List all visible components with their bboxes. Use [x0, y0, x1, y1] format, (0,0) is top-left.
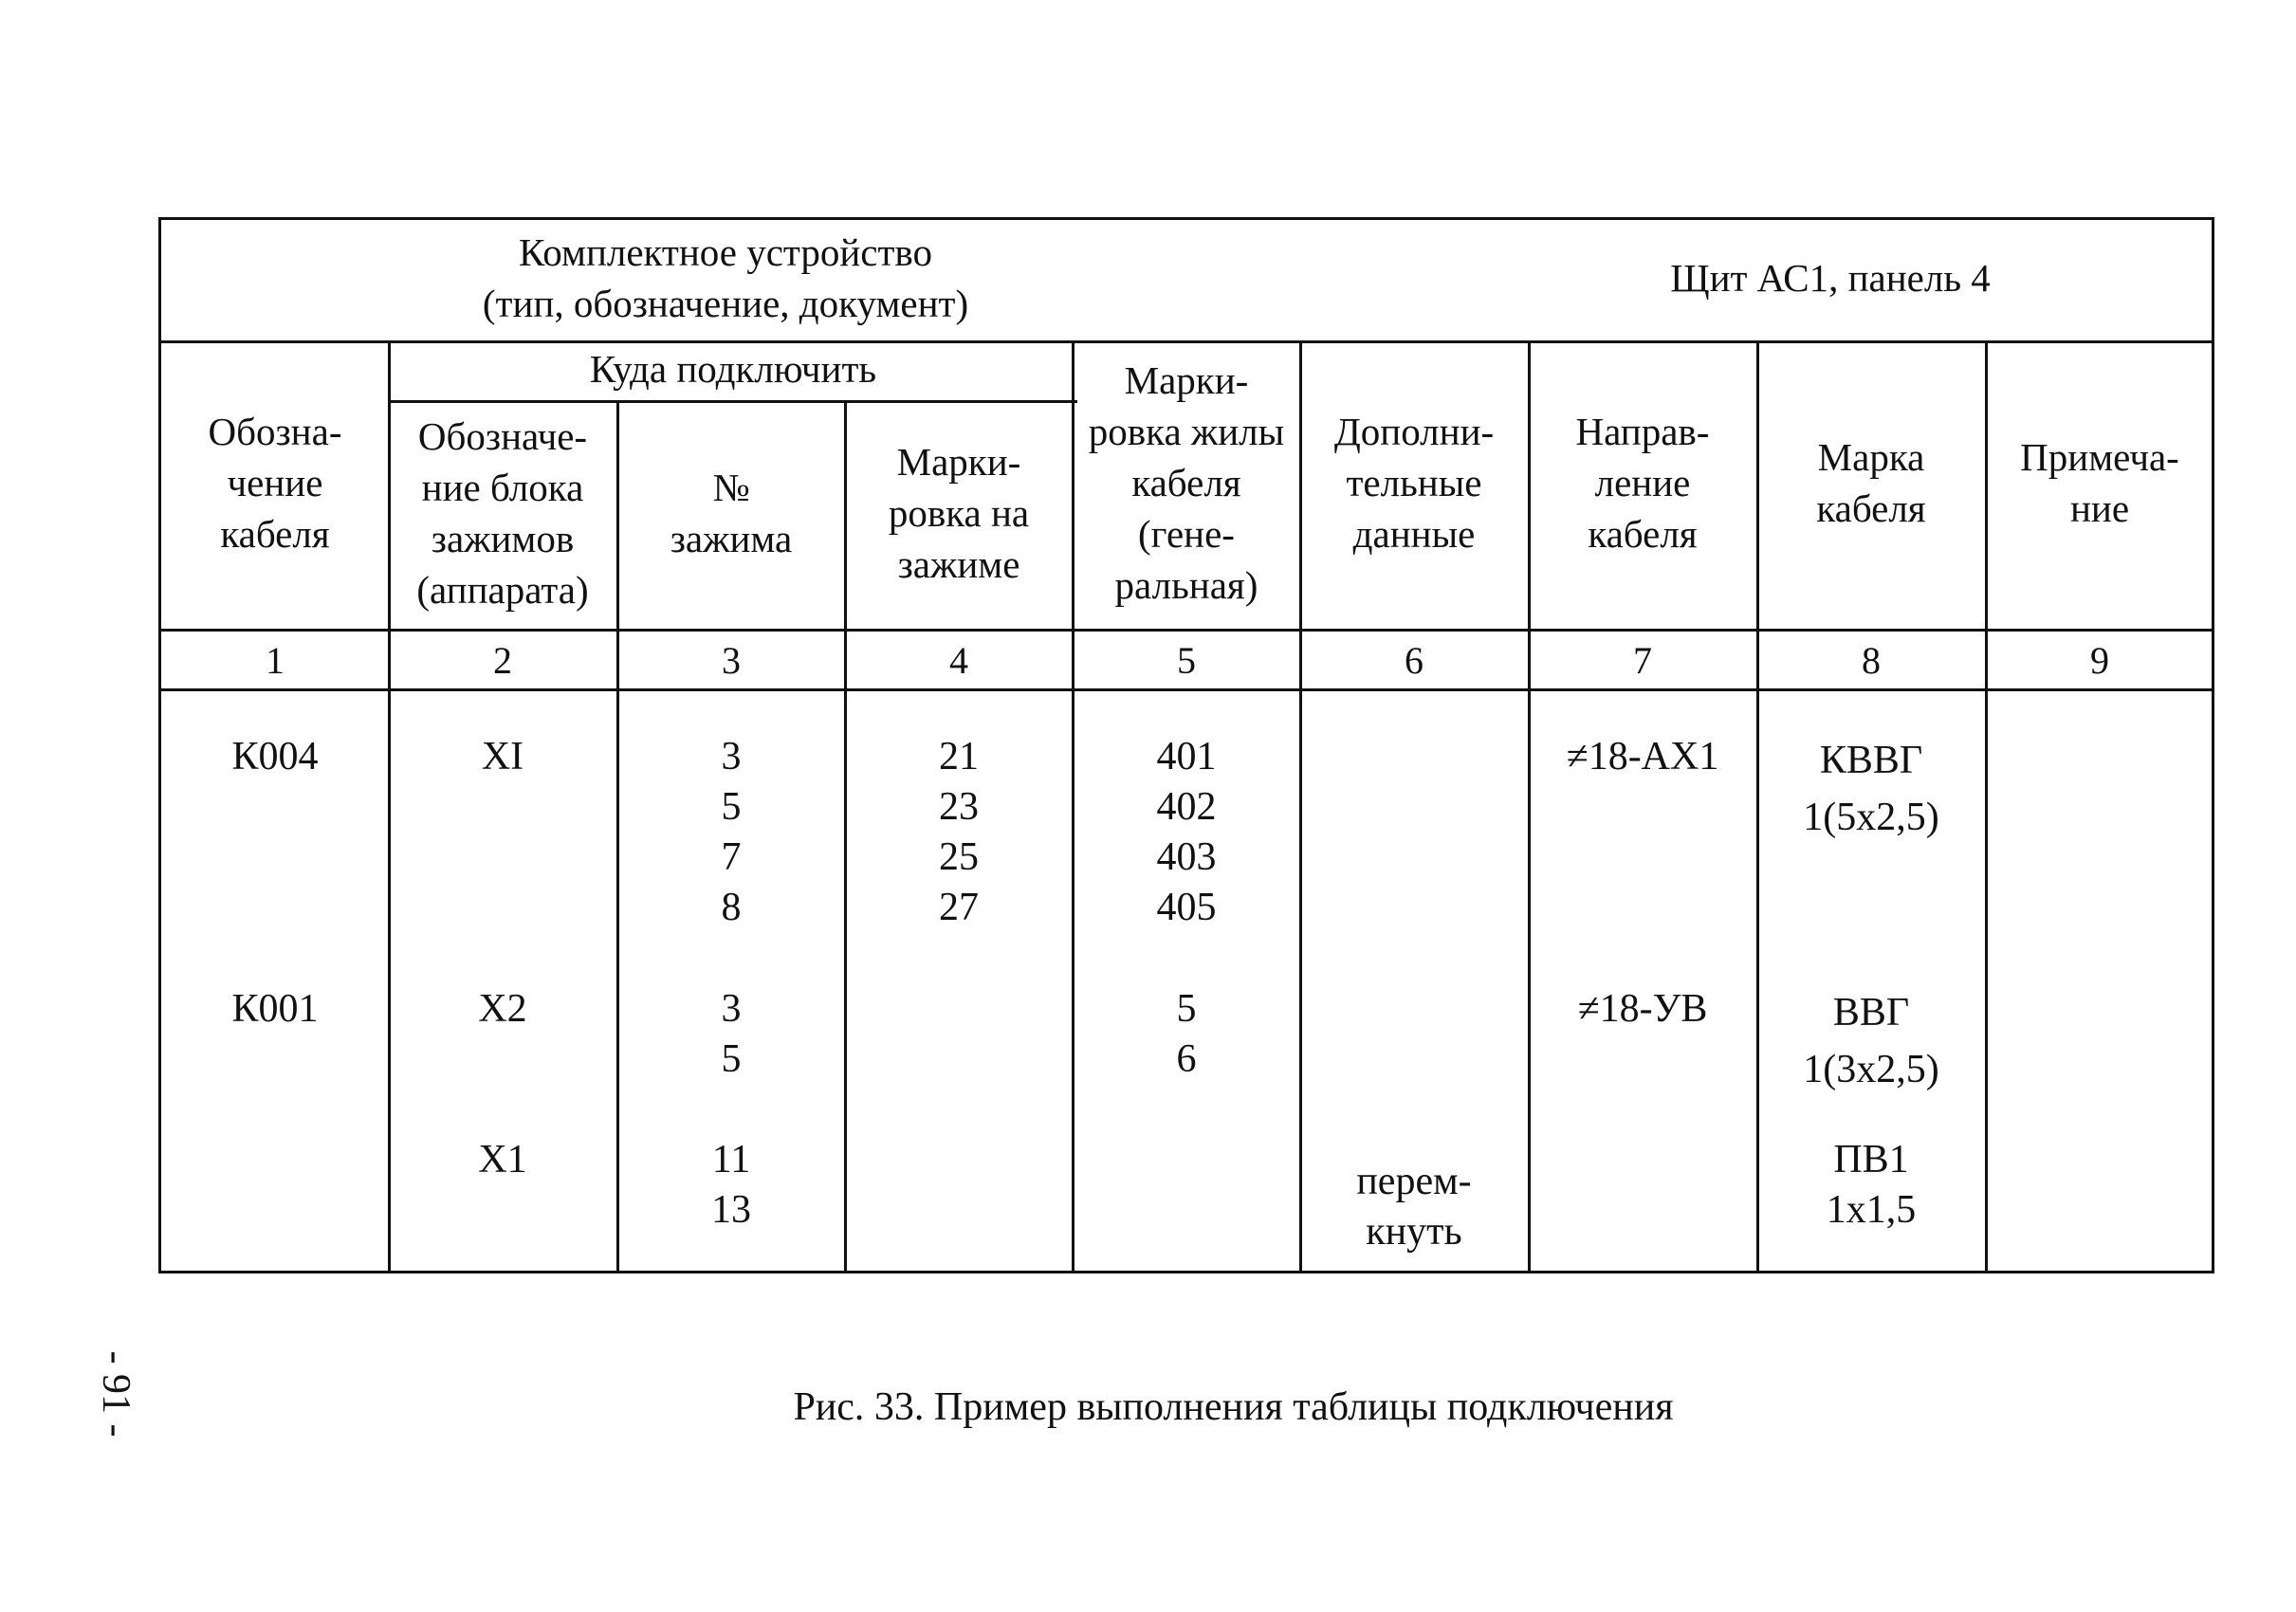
row3-block: Х1 [478, 1138, 527, 1182]
column-number-5: 5 [1177, 638, 1196, 682]
device-label: Комплектное устройство (тип, обозначение, документ) [482, 230, 969, 325]
column-number-4: 4 [949, 638, 968, 682]
header-cable-designation: Обозна- чение кабеля [208, 410, 342, 556]
header-core-marking: Марки- ровка жилы кабеля (гене- ральная) [1088, 358, 1285, 607]
column-number-3: 3 [722, 638, 741, 682]
column-number-1: 1 [266, 638, 285, 682]
column-number-6: 6 [1405, 638, 1424, 682]
figure-caption: Рис. 33. Пример выполнения таблицы подключения [793, 1385, 1674, 1429]
row2-direction: ≠18-УВ [1577, 987, 1708, 1031]
header-connect-group: Куда подключить [589, 347, 877, 391]
row1-clamp-marks: 21 23 25 27 [939, 735, 979, 929]
header-note: Примеча- ние [2020, 435, 2179, 530]
row1-core-marks: 401 402 403 405 [1156, 735, 1217, 929]
row2-cable: К001 [231, 987, 319, 1031]
header-cable-brand: Марка кабеля [1816, 435, 1926, 530]
page-number: - 91 - [94, 1350, 138, 1438]
header-cable-direction: Направ- ление кабеля [1575, 410, 1710, 556]
header-extra-data: Дополни- тельные данные [1333, 410, 1495, 556]
row2-block: Х2 [478, 987, 527, 1031]
column-number-7: 7 [1633, 638, 1652, 682]
column-number-2: 2 [493, 638, 512, 682]
row2-core-marks: 5 6 [1176, 987, 1197, 1081]
row2-clamps: 3 5 [721, 987, 742, 1081]
header-terminal-block: Обозначе- ние блока зажимов (аппарата) [416, 414, 589, 612]
row3-clamps: 11 13 [711, 1138, 751, 1232]
row1-cable: К004 [231, 735, 319, 779]
row3-extra: перем- кнуть [1356, 1160, 1472, 1254]
row1-block: XI [481, 735, 524, 779]
row1-direction: ≠18-АХ1 [1566, 735, 1719, 779]
device-value: Щит АС1, панель 4 [1670, 256, 1991, 300]
column-number-8: 8 [1862, 638, 1881, 682]
header-clamp-number: № зажима [670, 466, 793, 560]
header-clamp-marking: Марки- ровка на зажиме [888, 440, 1030, 586]
row1-clamps: 3 5 7 8 [721, 735, 742, 929]
row3-brand: ПВ1 1х1,5 [1826, 1138, 1917, 1232]
row1-brand: КВВГ 1(5x2,5) [1803, 739, 1939, 839]
column-number-9: 9 [2090, 638, 2109, 682]
row2-brand: ВВГ 1(3x2,5) [1803, 991, 1939, 1091]
